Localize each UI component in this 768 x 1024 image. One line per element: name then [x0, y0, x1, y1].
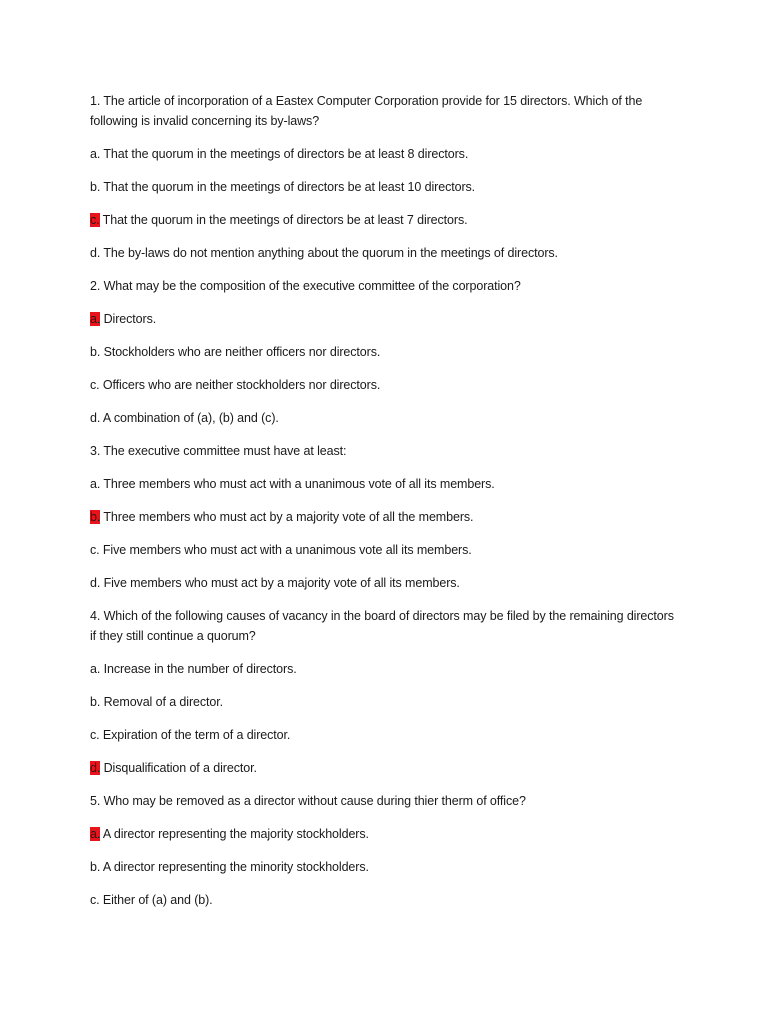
answer-highlight-marker: a. [90, 827, 101, 841]
answer-highlight-marker: c. [90, 213, 100, 227]
q3-option-b-text: Three members who must act by a majority vote of all the members. [100, 510, 474, 524]
q2-option-d: d. A combination of (a), (b) and (c). [90, 411, 279, 425]
question-2: 2. What may be the composition of the executive committee of the corporation? [90, 279, 521, 293]
q4-option-c: c. Expiration of the term of a director. [90, 728, 291, 742]
q4-option-d-text: Disqualification of a director. [100, 761, 257, 775]
q3-option-d: d. Five members who must act by a majority vote of all its members. [90, 576, 460, 590]
question-5: 5. Who may be removed as a director without cause during thier therm of office? [90, 794, 526, 808]
q1-option-a: a. That the quorum in the meetings of directors be at least 8 directors. [90, 147, 469, 161]
q2-option-b: b. Stockholders who are neither officers nor directors. [90, 345, 381, 359]
q1-option-b: b. That the quorum in the meetings of directors be at least 10 directors. [90, 180, 476, 194]
answer-highlight-marker: a. [90, 312, 101, 326]
answer-highlight-marker: b. [90, 510, 101, 524]
q4-option-b: b. Removal of a director. [90, 695, 223, 709]
q3-option-c: c. Five members who must act with a unanimous vote all its members. [90, 543, 472, 557]
q1-option-c [90, 210, 680, 230]
q4-option-a: a. Increase in the number of directors. [90, 662, 297, 676]
q1-option-c-text: That the quorum in the meetings of directors be at least 7 directors. [99, 213, 468, 227]
question-4: 4. Which of the following causes of vacancy in the board of directors may be filed by the remaining directors if they still continue a quorum? [90, 609, 674, 643]
q2-option-c: c. Officers who are neither stockholders nor directors. [90, 378, 381, 392]
q5-option-b: b. A director representing the minority stockholders. [90, 860, 369, 874]
answer-highlight-marker: d. [90, 761, 101, 775]
q1-option-d: d. The by-laws do not mention anything about the quorum in the meetings of directors. [90, 246, 558, 260]
q3-option-a: a. Three members who must act with a unanimous vote of all its members. [90, 477, 495, 491]
q5-option-a-text: A director representing the majority stockholders. [100, 827, 369, 841]
q2-option-a-text: Directors. [100, 312, 157, 326]
question-1: 1. The article of incorporation of a Eastex Computer Corporation provide for 15 directors. Which of the following is invalid concerning its by-laws? [90, 94, 643, 128]
q4-option-d [90, 758, 680, 778]
q3-option-b [90, 507, 680, 527]
q2-option-a [90, 309, 680, 329]
question-3: 3. The executive committee must have at least: [90, 444, 347, 458]
q5-option-a [90, 824, 680, 844]
document-body [90, 91, 680, 923]
q5-option-c: c. Either of (a) and (b). [90, 893, 213, 907]
